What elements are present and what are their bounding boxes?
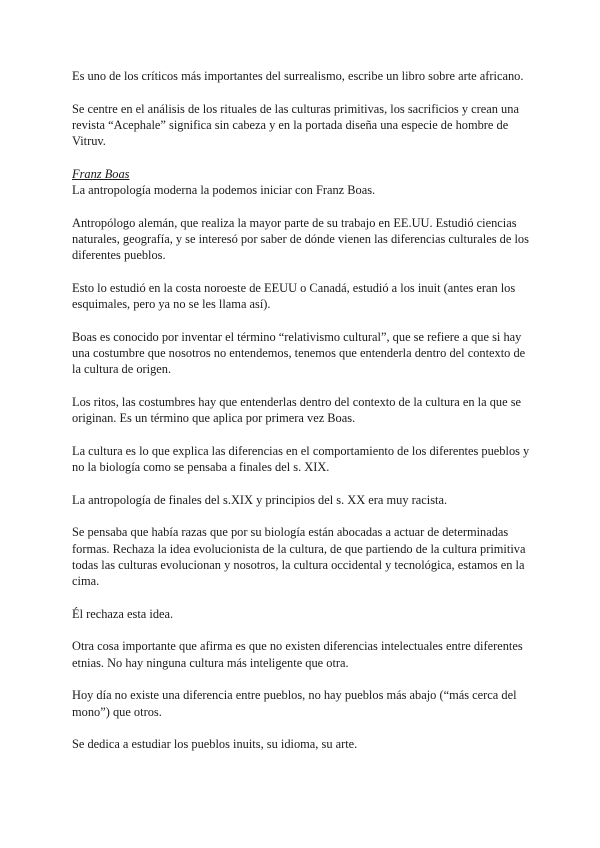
section-franz-boas xyxy=(72,166,534,199)
paragraph-culture-explains: La cultura es lo que explica las diferencias en el comportamiento de los diferentes pueblos y no la biología como se pensaba a finales del s. XIX. xyxy=(72,443,530,475)
paragraph-boas-bio: Antropólogo alemán, que realiza la mayor parte de su trabajo en EE.UU. Estudió ciencias naturales, geografía, y se interesó por saber de dónde vienen las diferencias culturales de los diferentes pueblos. xyxy=(72,215,529,263)
paragraph-acephale: Se centre en el análisis de los rituales de las culturas primitivas, los sacrificios y crean una revista “Acephale” significa sin cabeza y en la portada diseña una especie de hombre de Vitruv. xyxy=(72,101,519,149)
section-heading: Franz Boas xyxy=(72,166,130,181)
document-body xyxy=(72,68,534,769)
paragraph-rites-context: Los ritos, las costumbres hay que entenderlas dentro del contexto de la cultura en la que se originan. Es un término que aplica por primera vez Boas. xyxy=(72,394,522,426)
paragraph-bataille-critic: Es uno de los críticos más importantes del surrealismo, escribe un libro sobre arte africano. xyxy=(72,69,524,83)
paragraph-boas-intro: La antropología moderna la podemos iniciar con Franz Boas. xyxy=(72,183,376,198)
paragraph-rejects-idea: Él rechaza esta idea. xyxy=(72,606,174,621)
paragraph-evolutionism: Se pensaba que había razas que por su biología están abocadas a actuar de determinadas formas. Rechaza la idea evolucionista de la cultura, de que partiendo de la cultura primitiva todas las culturas evolucionan y nosotros, la cultura occidental y tecnológica, estamos en la cima. xyxy=(72,525,526,589)
paragraph-cultural-relativism: Boas es conocido por inventar el término “relativismo cultural”, que se refiere a que si hay una costumbre que nosotros no entendemos, tenemos que entenderla dentro del contexto de la cultura de origen. xyxy=(72,329,526,377)
paragraph-inuit-language-art: Se dedica a estudiar los pueblos inuits, su idioma, su arte. xyxy=(72,737,358,752)
paragraph-intellectual-differences: Otra cosa importante que afirma es que no existen diferencias intelectuales entre diferentes etnias. No hay ninguna cultura más inteligente que otra. xyxy=(72,639,523,670)
paragraph-racist-anthropology: La antropología de finales del s.XIX y principios del s. XX era muy racista. xyxy=(72,492,448,507)
paragraph-inuit-study: Esto lo estudió en la costa noroeste de EEUU o Canadá, estudió a los inuit (antes eran los esquimales, pero ya no se les llama así). xyxy=(72,280,516,312)
paragraph-no-hierarchy: Hoy día no existe una diferencia entre pueblos, no hay pueblos más abajo (“más cerca del mono”) que otros. xyxy=(72,688,517,719)
